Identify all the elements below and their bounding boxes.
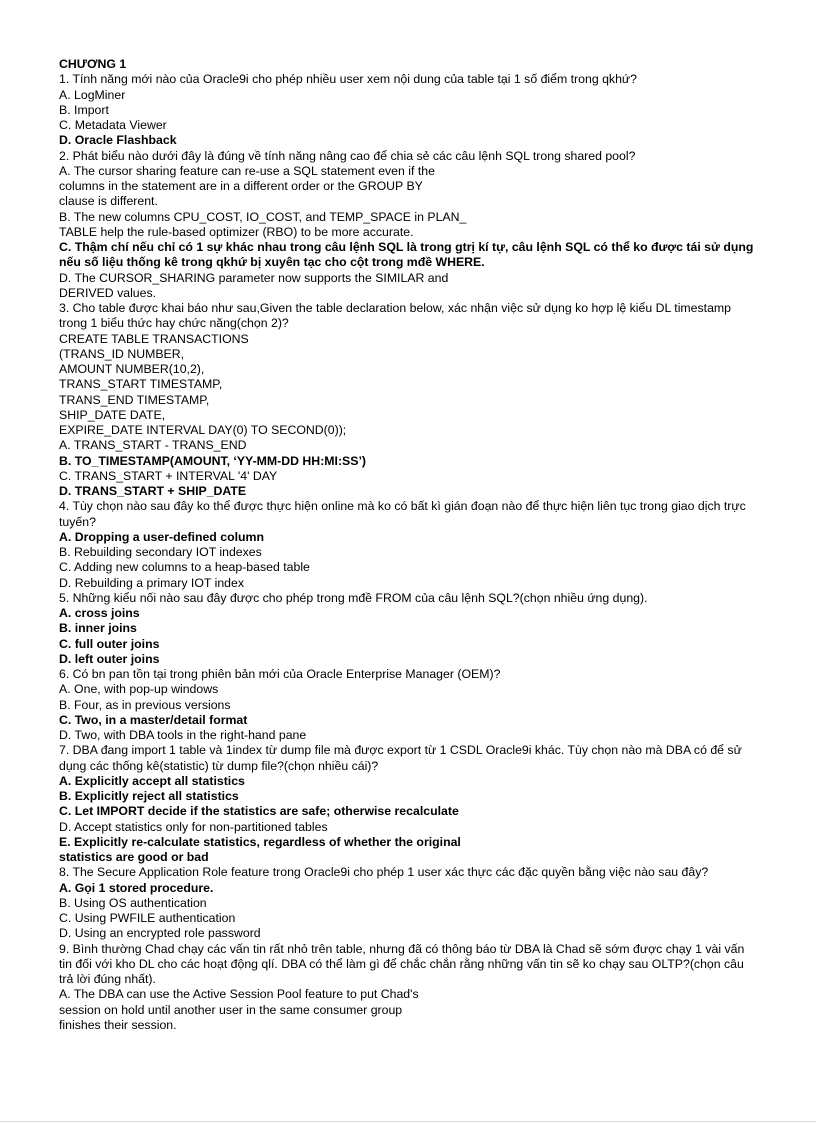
question-5-option-b: B. inner joins: [59, 621, 137, 636]
question-2-option-a-line-2: columns in the statement are in a different order or the GROUP BY: [59, 179, 423, 193]
question-3-code-line: AMOUNT NUMBER(10,2),: [59, 362, 205, 376]
question-4-option-b: B. Rebuilding secondary IOT indexes: [59, 545, 262, 559]
question-5-option-a: A. cross joins: [59, 606, 140, 620]
document-body: [59, 57, 759, 1033]
page-bottom-divider: [0, 1121, 816, 1122]
question-3-code-line: CREATE TABLE TRANSACTIONS: [59, 331, 249, 346]
chapter-heading: CHƯƠNG 1: [59, 57, 127, 71]
question-5-stem: 5. Những kiểu nối nào sau đây được cho phép trong mđề FROM của câu lệnh SQL?(chọn nhiều ứng dụng).: [59, 590, 648, 605]
question-3-option-a: A. TRANS_START - TRANS_END: [59, 438, 247, 453]
question-8-option-a: A. Gọi 1 stored procedure.: [59, 880, 214, 895]
question-3-option-c: C. TRANS_START + INTERVAL '4' DAY: [59, 468, 278, 483]
question-9-option-a-line-3: finishes their session.: [59, 1017, 177, 1032]
question-2-option-c: C. Thậm chí nếu chỉ có 1 sự khác nhau trong câu lệnh SQL là trong gtrị kí tự, câu lệnh SQL có thể ko được tái sử dụng nếu số liệu thống kê trong qkhứ bị xuyên tạc cho cột trong mđề WHERE.: [59, 240, 754, 270]
question-2-option-b-line-2: TABLE help the rule-based optimizer (RBO) to be more accurate.: [59, 224, 414, 239]
question-2-option-a-line-3: clause is different.: [59, 194, 158, 209]
question-7-option-e-line-1: E. Explicitly re-calculate statistics, regardless of whether the original: [59, 834, 461, 849]
question-7-option-b: B. Explicitly reject all statistics: [59, 789, 239, 803]
question-9-option-a-line-2: session on hold until another user in the same consumer group: [59, 1002, 403, 1017]
question-2-option-d-line-1: D. The CURSOR_SHARING parameter now supports the SIMILAR and: [59, 270, 449, 285]
question-3-code-line: TRANS_START TIMESTAMP,: [59, 377, 223, 392]
question-2-stem: 2. Phát biểu nào dưới đây là đúng về tính năng nâng cao để chia sẻ các câu lệnh SQL trong shared pool?: [59, 148, 636, 163]
question-8-option-c: C. Using PWFILE authentication: [59, 911, 236, 925]
question-8-option-d: D. Using an encrypted role password: [59, 926, 261, 941]
question-3-code-line: (TRANS_ID NUMBER,: [59, 346, 185, 361]
question-2-option-b-line-1: B. The new columns CPU_COST, IO_COST, and TEMP_SPACE in PLAN_: [59, 209, 467, 224]
question-5-option-c: C. full outer joins: [59, 636, 160, 651]
question-9-stem: 9. Bình thường Chad chạy các vấn tin rất nhỏ trên table, nhưng đã có thông báo từ DBA là Chad sẽ sớm được chạy 1 vài vấn tin đối với kho DL cho các hoạt động qlí. DBA có thể làm gì để chắc chắn rằng những vấn tin sẽ ko chạy sau OLTP?(chọn câu trả lời đúng nhất).: [59, 941, 745, 986]
question-1-option-b: B. Import: [59, 102, 109, 117]
question-8-option-b: B. Using OS authentication: [59, 895, 207, 910]
question-3-option-d: D. TRANS_START + SHIP_DATE: [59, 484, 247, 498]
question-6-option-d: D. Two, with DBA tools in the right-hand pane: [59, 728, 307, 742]
question-1-option-c: C. Metadata Viewer: [59, 118, 167, 132]
question-4-option-d: D. Rebuilding a primary IOT index: [59, 575, 244, 590]
question-3-code-line: TRANS_END TIMESTAMP,: [59, 392, 210, 407]
question-6-stem: 6. Có bn pan tồn tại trong phiên bản mới của Oracle Enterprise Manager (OEM)?: [59, 667, 501, 681]
question-8-stem: 8. The Secure Application Role feature trong Oracle9i cho phép 1 user xác thực các đặc quyền bằng việc nào sau đây?: [59, 865, 709, 880]
question-1-option-d: D. Oracle Flashback: [59, 133, 177, 148]
question-4-option-a: A. Dropping a user-defined column: [59, 529, 264, 544]
question-9-option-a-line-1: A. The DBA can use the Active Session Pool feature to put Chad's: [59, 987, 419, 1002]
question-4-stem: 4. Tùy chọn nào sau đây ko thể được thực hiện online mà ko có bất kì gián đoạn nào để thực hiện liên tục trong giao dịch trực tuyến?: [59, 499, 746, 529]
question-6-option-b: B. Four, as in previous versions: [59, 697, 231, 712]
question-2-option-a-line-1: A. The cursor sharing feature can re-use a SQL statement even if the: [59, 163, 435, 178]
question-1-option-a: A. LogMiner: [59, 87, 126, 102]
question-4-option-c: C. Adding new columns to a heap-based table: [59, 560, 310, 575]
question-3-option-b: B. TO_TIMESTAMP(AMOUNT, ‘YY-MM-DD HH:MI:SS’): [59, 453, 366, 468]
question-5-option-d: D. left outer joins: [59, 651, 160, 666]
question-7-stem: 7. DBA đang import 1 table và 1index từ dump file mà được export từ 1 CSDL Oracle9i khác. Tùy chọn nào mà DBA có để sử dụng các thống kê(statistic) từ dump file?(chọn nhiều cái)?: [59, 743, 742, 773]
question-7-option-c: C. Let IMPORT decide if the statistics are safe; otherwise recalculate: [59, 804, 459, 819]
question-7-option-a: A. Explicitly accept all statistics: [59, 773, 245, 788]
question-6-option-a: A. One, with pop-up windows: [59, 682, 219, 697]
question-3-code-line: EXPIRE_DATE INTERVAL DAY(0) TO SECOND(0));: [59, 423, 347, 437]
question-7-option-e-line-2: statistics are good or bad: [59, 850, 209, 864]
question-7-option-d: D. Accept statistics only for non-partitioned tables: [59, 819, 328, 834]
question-1-stem: 1. Tính năng mới nào của Oracle9i cho phép nhiều user xem nội dung của table tại 1 số điểm trong qkhứ?: [59, 72, 637, 87]
question-6-option-c: C. Two, in a master/detail format: [59, 712, 248, 727]
question-2-option-d-line-2: DERIVED values.: [59, 285, 157, 300]
question-3-stem: 3. Cho table được khai báo như sau,Given the table declaration below, xác nhận việc sử dụng ko hợp lệ kiểu DL timestamp trong 1 biểu thức hay chức năng(chọn 2)?: [59, 301, 731, 331]
question-3-code-line: SHIP_DATE DATE,: [59, 407, 166, 422]
